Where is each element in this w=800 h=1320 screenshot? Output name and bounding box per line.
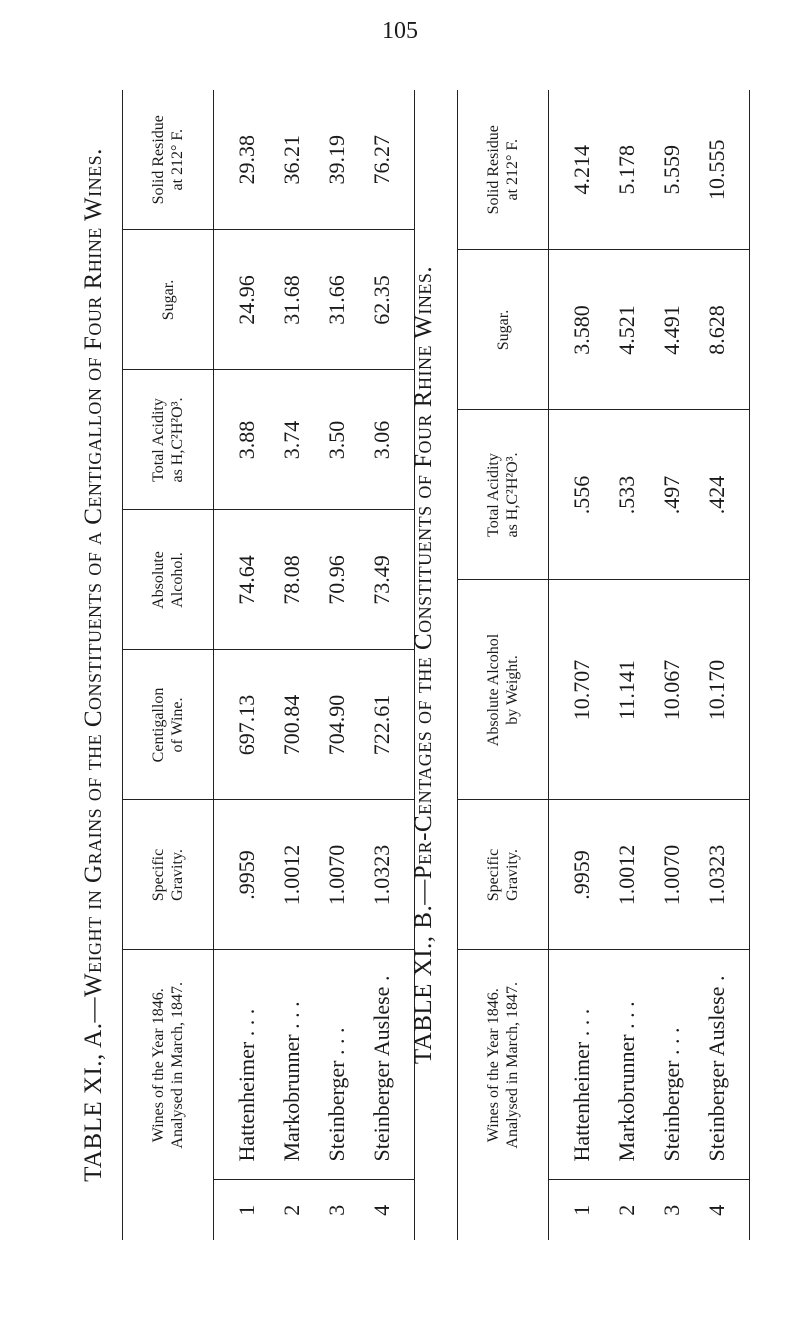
value-cell: 704.90 <box>323 694 349 756</box>
value-cell: 3.88 <box>233 420 259 460</box>
table-b-header-total-acidity: Total Acidity as H,C²H²O³. <box>458 410 549 580</box>
table-a-header-absolute-alcohol: Absolute Alcohol. <box>123 510 214 650</box>
wine-name: Hattenheimer . . . <box>568 1008 594 1162</box>
table-a-header-row <box>123 90 214 1240</box>
table-a-wine-names <box>214 950 415 1180</box>
value-cell: 31.68 <box>278 275 304 325</box>
table-a-solid-residue <box>214 90 415 230</box>
row-number: 4 <box>368 1204 394 1216</box>
table-b-solid-residue <box>549 90 750 250</box>
value-cell: 73.49 <box>368 555 394 605</box>
table-b-sugar <box>549 250 750 410</box>
row-number: 1 <box>568 1204 594 1216</box>
table-b-caption <box>402 90 446 1240</box>
wine-name: Markobrunner . . . <box>278 1001 304 1162</box>
table-a-values-row <box>214 90 415 1240</box>
value-cell: .9959 <box>233 850 259 900</box>
page-number: 105 <box>382 18 418 44</box>
table-a-caption-prefix: TABLE XI., A.— <box>80 997 107 1182</box>
value-cell: 1.0012 <box>278 844 304 906</box>
value-cell: 36.21 <box>278 135 304 185</box>
value-cell: 3.06 <box>368 420 394 460</box>
table-a-header-specific-gravity: Specific Gravity. <box>123 800 214 950</box>
value-cell: 10.555 <box>703 139 729 200</box>
table-b-header-absolute-alcohol: Absolute Alcohol by Weight. <box>458 580 549 800</box>
table-b-numbers <box>549 1180 750 1240</box>
value-cell: 3.580 <box>568 305 594 355</box>
value-cell: 1.0323 <box>703 844 729 906</box>
wine-name: Steinberger . . . <box>323 1027 349 1162</box>
value-cell: 4.521 <box>613 305 639 355</box>
table-a-header-total-acidity: Total Acidity as H,C²H²O³. <box>123 370 214 510</box>
row-number: 3 <box>323 1204 349 1216</box>
value-cell: 1.0070 <box>323 844 349 906</box>
table-a-header-centigallon: Centigallon of Wine. <box>123 650 214 800</box>
row-number: 3 <box>658 1204 684 1216</box>
row-number: 2 <box>613 1204 639 1216</box>
value-cell: 39.19 <box>323 135 349 185</box>
table-a-numbers <box>214 1180 415 1240</box>
table-b-caption-text: Per-Centages of the Constituents of Four Rhine Wines. <box>410 265 437 880</box>
value-cell: 1.0070 <box>658 844 684 906</box>
value-cell: 700.84 <box>278 694 304 756</box>
value-cell: 31.66 <box>323 275 349 325</box>
table-a-header-number <box>123 1180 214 1240</box>
value-cell: 4.491 <box>658 305 684 355</box>
value-cell: 74.64 <box>233 555 259 605</box>
table-b-caption-prefix: TABLE XI., B.— <box>410 879 437 1065</box>
value-cell: 76.27 <box>368 135 394 185</box>
value-cell: .9959 <box>568 850 594 900</box>
table-a-header-sugar: Sugar. <box>123 230 214 370</box>
table-b <box>457 90 750 1240</box>
table-a-total-acidity <box>214 370 415 510</box>
table-a <box>122 90 415 1240</box>
value-cell: 11.141 <box>613 660 639 720</box>
table-a-caption <box>72 90 116 1240</box>
wine-name: Hattenheimer . . . <box>233 1008 259 1162</box>
table-a-specific-gravity <box>214 800 415 950</box>
wine-name: Steinberger . . . <box>658 1027 684 1162</box>
table-b-header-row <box>458 90 549 1240</box>
table-b-header-sugar: Sugar. <box>458 250 549 410</box>
value-cell: 722.61 <box>368 694 394 756</box>
table-b-wine-names <box>549 950 750 1180</box>
row-number: 4 <box>703 1204 729 1216</box>
wine-name: Steinberger Auslese . <box>703 975 729 1162</box>
value-cell: .497 <box>658 475 684 515</box>
value-cell: 78.08 <box>278 555 304 605</box>
table-a-sugar <box>214 230 415 370</box>
value-cell: 70.96 <box>323 555 349 605</box>
value-cell: 10.170 <box>703 659 729 721</box>
table-a-caption-text: Weight in Grains of the Constituents of a Centigallon of Four Rhine Wines. <box>80 148 107 998</box>
row-number: 2 <box>278 1204 304 1216</box>
value-cell: 24.96 <box>233 275 259 325</box>
table-b-header-wines: Wines of the Year 1846. Analysed in March, 1847. <box>458 950 549 1180</box>
table-b-header-number <box>458 1180 549 1240</box>
table-a-header-solid-residue: Solid Residue at 212° F. <box>123 90 214 230</box>
row-number: 1 <box>233 1204 259 1216</box>
table-b-header-specific-gravity: Specific Gravity. <box>458 800 549 950</box>
value-cell: 5.559 <box>658 145 684 195</box>
value-cell: .533 <box>613 475 639 515</box>
table-b-values-row <box>549 90 750 1240</box>
value-cell: .424 <box>703 475 729 515</box>
value-cell: 3.50 <box>323 420 349 460</box>
value-cell: 62.35 <box>368 275 394 325</box>
value-cell: 29.38 <box>233 135 259 185</box>
wine-name: Markobrunner . . . <box>613 1001 639 1162</box>
table-b-absolute-alcohol <box>549 580 750 800</box>
rotated-page-content <box>72 90 762 1240</box>
value-cell: 5.178 <box>613 145 639 195</box>
value-cell: 3.74 <box>278 420 304 460</box>
wine-name: Steinberger Auslese . <box>368 975 394 1162</box>
value-cell: 8.628 <box>703 305 729 355</box>
table-b-total-acidity <box>549 410 750 580</box>
value-cell: 1.0323 <box>368 844 394 906</box>
table-b-header-solid-residue: Solid Residue at 212° F. <box>458 90 549 250</box>
value-cell: 10.707 <box>568 659 594 721</box>
table-a-centigallon <box>214 650 415 800</box>
value-cell: 697.13 <box>233 694 259 756</box>
table-a-absolute-alcohol <box>214 510 415 650</box>
value-cell: 10.067 <box>658 659 684 721</box>
value-cell: .556 <box>568 475 594 515</box>
value-cell: 4.214 <box>568 145 594 195</box>
table-b-specific-gravity <box>549 800 750 950</box>
value-cell: 1.0012 <box>613 844 639 906</box>
table-a-header-wines: Wines of the Year 1846. Analysed in March, 1847. <box>123 950 214 1180</box>
